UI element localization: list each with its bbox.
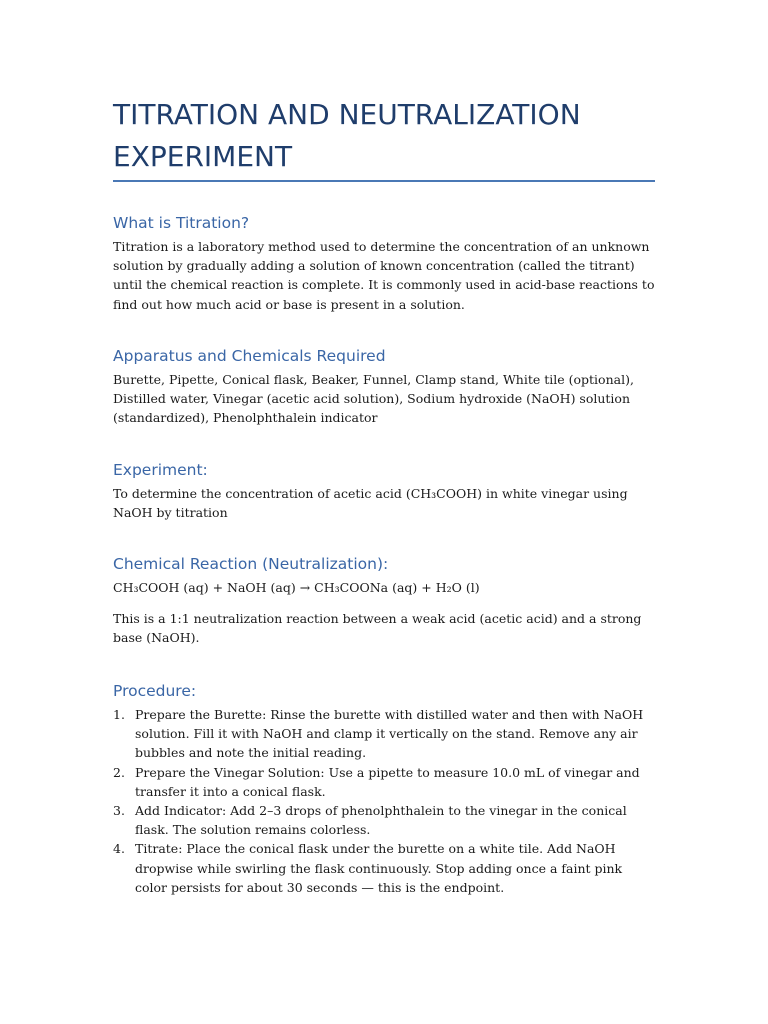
step-number: 3.: [113, 803, 125, 819]
section-apparatus: [113, 345, 655, 428]
procedure-step: [113, 705, 655, 763]
section-heading: Apparatus and Chemicals Required: [113, 347, 386, 365]
section-chemical-reaction: [113, 553, 655, 648]
section-what-is-titration: [113, 212, 655, 314]
section-procedure: [113, 680, 655, 897]
procedure-step: [113, 839, 655, 897]
section-experiment: [113, 459, 655, 522]
section-body: To determine the concentration of acetic acid (CH₃COOH) in white vinegar using NaOH by titration: [113, 486, 628, 521]
section-heading: Chemical Reaction (Neutralization):: [113, 555, 389, 573]
step-number: 2.: [113, 764, 125, 780]
section-heading: Experiment:: [113, 461, 208, 479]
section-heading: Procedure:: [113, 682, 197, 700]
procedure-step: [113, 763, 655, 801]
step-text: Prepare the Burette: Rinse the burette with distilled water and then with NaOH solution. Fill it with NaOH and clamp it vertically on the stand. Remove any air bubbles and note the initial reading.: [135, 707, 644, 761]
title-divider: [113, 180, 655, 182]
section-heading: What is Titration?: [113, 214, 250, 232]
step-text: Add Indicator: Add 2–3 drops of phenolphthalein to the vinegar in the conical flask. The solution remains colorless.: [135, 803, 627, 838]
procedure-list: [113, 705, 655, 897]
reaction-note: This is a 1:1 neutralization reaction between a weak acid (acetic acid) and a strong base (NaOH).: [113, 611, 642, 646]
procedure-step: [113, 801, 655, 839]
step-number: 1.: [113, 707, 125, 722]
step-number: 4.: [113, 841, 125, 857]
section-body: Titration is a laboratory method used to determine the concentration of an unknown solution by gradually adding a solution of known concentration (called the titrant) until the chemical reaction is complete. It is commonly used in acid-base reactions to find out how much acid or base is present in a solution.: [113, 239, 655, 312]
reaction-equation: CH₃COOH (aq) + NaOH (aq) → CH₃COONa (aq) + H₂O (l): [113, 580, 480, 595]
document-title: TITRATION AND NEUTRALIZATION EXPERIMENT: [113, 98, 581, 173]
section-body: Burette, Pipette, Conical flask, Beaker, Funnel, Clamp stand, White tile (optional), Distilled water, Vinegar (acetic acid solution), Sodium hydroxide (NaOH) solution (standardized), Phenolphthalein indicator: [113, 372, 634, 426]
step-text: Titrate: Place the conical flask under the burette on a white tile. Add NaOH dropwise while swirling the flask continuously. Stop adding once a faint pink color persists for about 30 seconds — this is the endpoint.: [135, 841, 623, 895]
step-text: Prepare the Vinegar Solution: Use a pipette to measure 10.0 mL of vinegar and transfer it into a conical flask.: [135, 764, 640, 799]
